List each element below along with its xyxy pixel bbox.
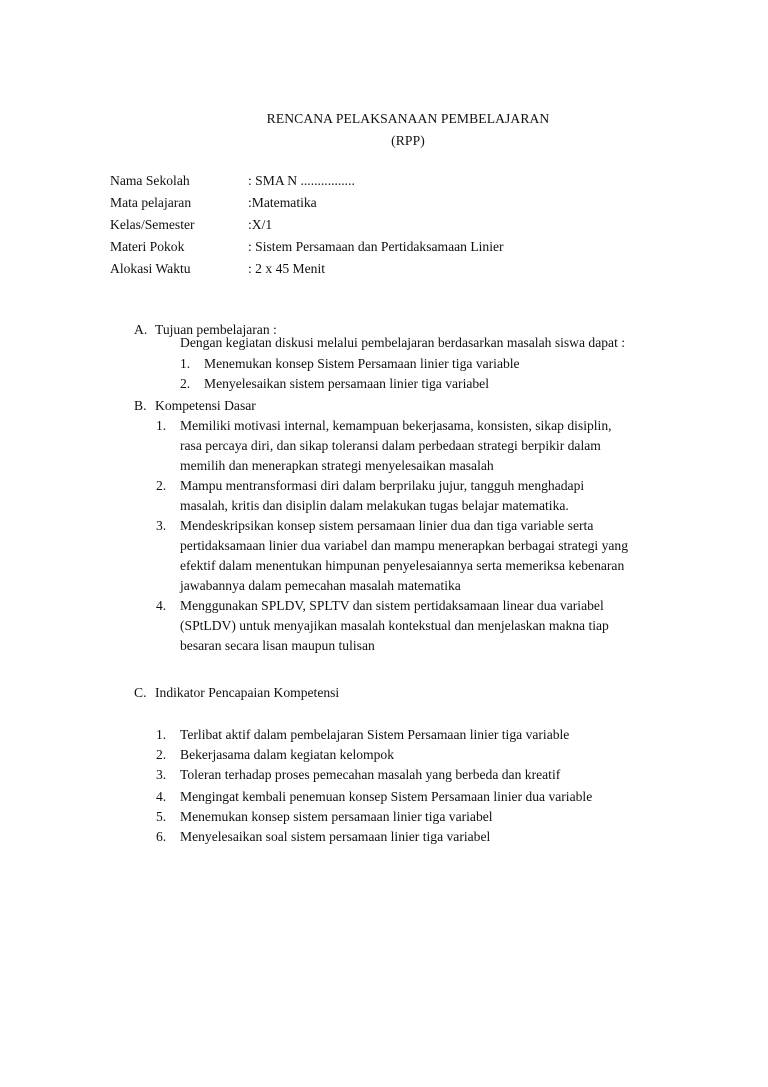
list-item [156,765,592,785]
list-text-line: memilih dan menerapkan strategi menyelesaikan masalah [180,458,494,473]
list-number: 1. [180,356,191,371]
identity-row-topic [110,237,504,259]
section-marker: B. [134,398,147,413]
list-text-line: efektif dalam menentukan himpunan penyelesaiannya serta memeriksa kebenaran [180,558,625,573]
identity-table [110,171,504,281]
list-item [156,416,628,476]
list-text-line: rasa percaya diri, dan sikap toleransi dalam perbedaan strategi berpikir dalam [180,438,601,453]
identity-value: : SMA N ................ [248,173,355,188]
section-c-heading [134,683,339,703]
list-text: Terlibat aktif dalam pembelajaran Sistem Persamaan linier tiga variable [180,727,570,742]
section-marker: A. [134,322,148,337]
list-text: Menemukan konsep Sistem Persamaan linier tiga variable [204,356,520,371]
list-text: Bekerjasama dalam kegiatan kelompok [180,747,395,762]
list-item [156,725,592,745]
list-item [156,596,628,656]
section-marker: C. [134,685,147,700]
identity-row-class [110,215,504,237]
identity-row-time [110,259,504,281]
list-number: 3. [156,767,167,782]
section-title: Indikator Pencapaian Kompetensi [155,685,340,700]
identity-value: : 2 x 45 Menit [248,261,326,276]
identity-value: : Sistem Persamaan dan Pertidaksamaan Linier [248,239,504,254]
list-item [156,807,592,827]
section-title: Tujuan pembelajaran : [155,322,277,337]
list-text: Menyelesaikan sistem persamaan linier tiga variabel [204,376,489,391]
list-text: Toleran terhadap proses pemecahan masalah yang berbeda dan kreatif [180,767,561,782]
list-text-line: Memiliki motivasi internal, kemampuan bekerjasama, konsisten, sikap disiplin, [180,418,612,433]
list-number: 2. [156,747,167,762]
list-number: 2. [156,478,167,493]
list-text-line: masalah, kritis dan disiplin dalam melakukan tugas belajar matematika. [180,498,569,513]
section-title: Kompetensi Dasar [155,398,256,413]
list-text-line: pertidaksamaan linier dua variabel dan mampu menerapkan berbagai strategi yang [180,538,629,553]
list-text-line: Menggunakan SPLDV, SPLTV dan sistem pertidaksamaan linear dua variabel [180,598,604,613]
list-text-line: Mendeskripsikan konsep sistem persamaan linier dua dan tiga variable serta [180,518,594,533]
list-text-line: jawabannya dalam pemecahan masalah matematika [180,578,461,593]
section-c-list [156,725,592,847]
list-number: 4. [156,789,167,804]
identity-value: :Matematika [248,195,317,210]
list-item [156,745,592,765]
list-number: 3. [156,518,167,533]
section-a-intro: Dengan kegiatan diskusi melalui pembelajaran berdasarkan masalah siswa dapat : [180,335,626,350]
identity-label: Mata pelajaran [110,195,192,210]
section-a-list [180,354,520,394]
document-subtitle: (RPP) [391,133,425,148]
list-text-line: (SPtLDV) untuk menyajikan masalah kontekstual dan menjelaskan makna tiap [180,618,609,633]
list-number: 1. [156,418,167,433]
list-number: 5. [156,809,167,824]
section-b-heading [134,396,256,416]
section-b-list [156,416,628,656]
document-title: RENCANA PELAKSANAAN PEMBELAJARAN [266,111,550,126]
list-item [156,516,628,596]
list-text: Menemukan konsep sistem persamaan linier tiga variabel [180,809,493,824]
list-item [180,374,520,394]
identity-label: Alokasi Waktu [110,261,191,276]
list-number: 1. [156,727,167,742]
identity-label: Materi Pokok [110,239,185,254]
list-item [156,787,592,807]
list-item [156,827,592,847]
list-text-line: besaran secara lisan maupun tulisan [180,638,375,653]
list-text: Mengingat kembali penemuan konsep Sistem Persamaan linier dua variable [180,789,593,804]
identity-value: :X/1 [248,217,273,232]
list-item [156,476,628,516]
list-number: 2. [180,376,191,391]
list-item [180,354,520,374]
identity-row-subject [110,193,504,215]
list-text-line: Mampu mentransformasi diri dalam berprilaku jujur, tangguh menghadapi [180,478,585,493]
list-number: 6. [156,829,167,844]
list-number: 4. [156,598,167,613]
list-text: Menyelesaikan soal sistem persamaan linier tiga variabel [180,829,491,844]
identity-label: Nama Sekolah [110,173,190,188]
identity-row-school [110,171,504,193]
identity-label: Kelas/Semester [110,217,195,232]
